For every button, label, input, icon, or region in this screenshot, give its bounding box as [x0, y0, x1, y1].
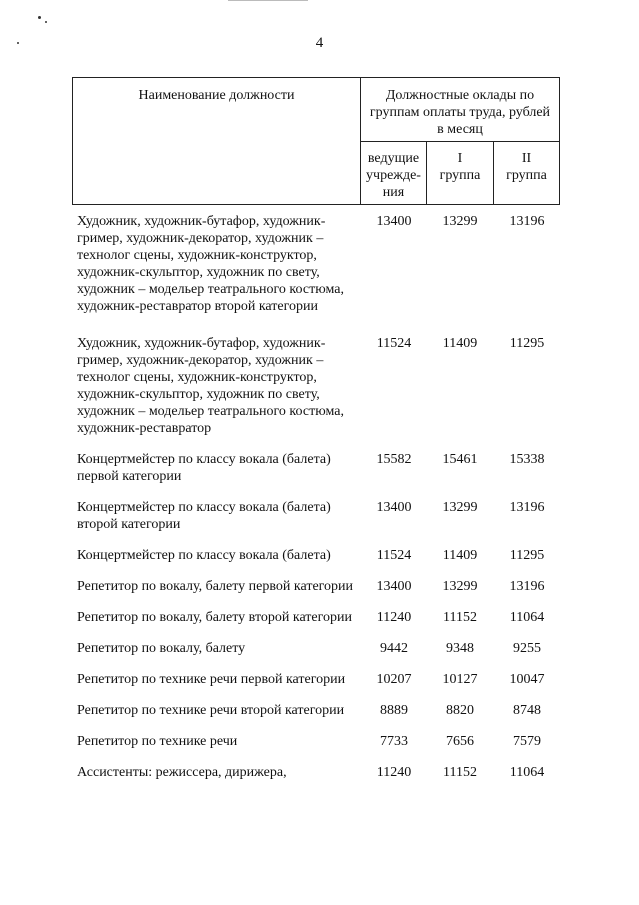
- salary-group1: 11409: [442, 548, 478, 563]
- salary-group2: 11064: [509, 765, 545, 780]
- header-leading-cell: [360, 141, 427, 205]
- table-header: [72, 77, 560, 205]
- position-name: Репетитор по вокалу, балету первой категории: [77, 579, 354, 594]
- salary-leading: 10207: [376, 672, 412, 687]
- table-row: [72, 764, 560, 781]
- salary-group2: 7579: [513, 734, 541, 749]
- header-group2-cell: [493, 141, 560, 205]
- header-leading-label: ведущие учрежде-ния: [366, 151, 421, 200]
- salary-leading: 11524: [376, 336, 412, 351]
- table-row: [72, 213, 560, 315]
- table-row: [72, 499, 560, 533]
- salary-group2: 11295: [509, 548, 545, 563]
- salary-leading: 15582: [376, 452, 412, 467]
- table-row: [72, 733, 560, 750]
- position-name: Репетитор по вокалу, балету второй категории: [77, 610, 353, 625]
- position-name: Репетитор по технике речи второй категории: [77, 703, 345, 718]
- salary-leading: 13400: [376, 579, 412, 594]
- salary-group2: 15338: [509, 452, 545, 467]
- position-name: Ассистенты: режиссера, дирижера,: [77, 765, 287, 780]
- salary-group2: 13196: [509, 579, 545, 594]
- header-position-cell: [72, 77, 361, 205]
- salary-leading: 7733: [380, 734, 408, 749]
- salary-leading: 8889: [380, 703, 408, 718]
- scan-speck: [45, 21, 47, 23]
- salary-group1: 10127: [442, 672, 478, 687]
- table-row: [72, 640, 560, 657]
- position-name: Художник, художник-бутафор, художник-гример, художник-декоратор, художник – технолог сцены, художник-конструктор, художник-скульптор, художник по свету, художник – модельер театрального костюма, художник-реставратор: [77, 336, 344, 436]
- salary-group1: 11152: [443, 610, 477, 625]
- salary-group2: 11064: [509, 610, 545, 625]
- position-name: Концертмейстер по классу вокала (балета): [77, 548, 331, 563]
- header-salary-group-label: Должностные оклады по группам оплаты труда, рублей в месяц: [369, 88, 551, 137]
- table-row: [72, 578, 560, 595]
- position-name: Концертмейстер по классу вокала (балета) первой категории: [77, 452, 331, 484]
- position-name: Художник, художник-бутафор, художник-гример, художник-декоратор, художник – технолог сцены, художник-конструктор, художник-скульптор, художник по свету, художник – модельер театрального костюма, художник-реставратор второй категории: [77, 214, 344, 314]
- salary-group1: 7656: [446, 734, 474, 749]
- header-salary-group-cell: [360, 77, 560, 142]
- salary-group1: 15461: [442, 452, 478, 467]
- table-row: [72, 702, 560, 719]
- salary-group2: 10047: [509, 672, 545, 687]
- salary-leading: 13400: [376, 214, 412, 229]
- salary-group1: 11152: [443, 765, 477, 780]
- position-name: Репетитор по вокалу, балету: [77, 641, 246, 656]
- salary-leading: 11524: [376, 548, 412, 563]
- salary-leading: 11240: [376, 765, 412, 780]
- salary-group2: 13196: [509, 214, 545, 229]
- salary-table: [72, 77, 560, 795]
- header-group2-label: II группа: [506, 151, 547, 183]
- salary-leading: 11240: [376, 610, 412, 625]
- salary-leading: 9442: [380, 641, 408, 656]
- page-number: 4: [315, 35, 324, 51]
- salary-group2: 13196: [509, 500, 545, 515]
- salary-group2: 9255: [513, 641, 541, 656]
- salary-group1: 11409: [442, 336, 478, 351]
- salary-group1: 13299: [442, 579, 478, 594]
- scan-speck: [38, 16, 41, 19]
- salary-group1: 13299: [442, 214, 478, 229]
- salary-group1: 13299: [442, 500, 478, 515]
- table-row: [72, 547, 560, 564]
- table-row: [72, 451, 560, 485]
- table-row: [72, 335, 560, 437]
- salary-group1: 8820: [446, 703, 474, 718]
- scan-artifact-line: [228, 0, 308, 1]
- header-position-label: Наименование должности: [138, 88, 295, 103]
- salary-group2: 11295: [509, 336, 545, 351]
- salary-group2: 8748: [513, 703, 541, 718]
- salary-group1: 9348: [446, 641, 474, 656]
- table-row: [72, 609, 560, 626]
- header-group1-cell: [426, 141, 494, 205]
- header-group1-label: I группа: [439, 151, 481, 183]
- position-name: Репетитор по технике речи первой категории: [77, 672, 346, 687]
- salary-leading: 13400: [376, 500, 412, 515]
- position-name: Концертмейстер по классу вокала (балета) второй категории: [77, 500, 331, 532]
- position-name: Репетитор по технике речи: [77, 734, 238, 749]
- table-row: [72, 671, 560, 688]
